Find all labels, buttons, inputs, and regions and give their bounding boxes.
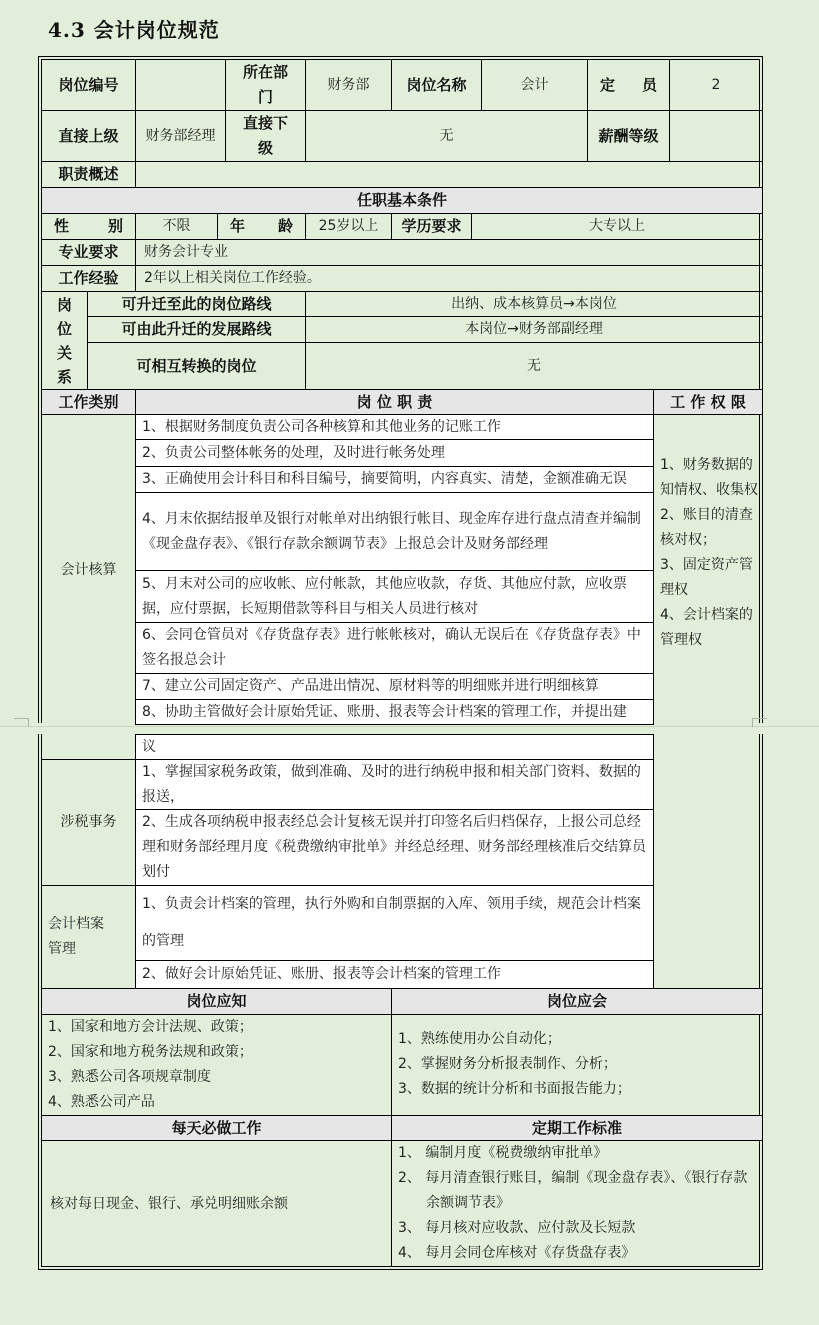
duty-item: 1、负责会计档案的管理，执行外购和自制票据的入库、领用手续，规范会计档案的管理	[136, 886, 654, 961]
job-spec-table-page2	[38, 734, 763, 1270]
job-spec-table-page1	[38, 56, 763, 723]
relation-next-value: 本岗位→财务部副经理	[306, 317, 762, 343]
requirements-section-title: 任职基本条件	[42, 188, 762, 214]
major-label: 专业要求	[42, 240, 136, 266]
knowledge-item: 4、熟悉公司产品	[48, 1094, 155, 1110]
duty-item: 2、生成各项纳税申报表经总会计复核无误并打印签名后归档保存，上报公司总经理和财务部经理月度《税费缴纳审批单》并经总经理、财务部经理核准后交结算员划付	[136, 810, 654, 886]
col-category-header: 工作类别	[42, 390, 136, 415]
post-no-value	[136, 60, 226, 111]
summary-label: 职责概述	[42, 162, 136, 188]
skill-item: 2、掌握财务分析报表制作、分析；	[398, 1056, 617, 1072]
post-name-value: 会计	[482, 60, 588, 111]
relations-label: 岗位关系	[42, 292, 88, 390]
duty-item: 3、正确使用会计科目和科目编号，摘要简明，内容真实、清楚，金额准确无误	[136, 467, 654, 493]
gender-value: 不限	[136, 214, 218, 240]
relation-lateral-label: 可相互转换的岗位	[88, 343, 306, 390]
duty-item: 2、负责公司整体帐务的处理，及时进行帐务处理	[136, 440, 654, 467]
skills-list	[392, 1015, 762, 1116]
category-archive: 会计档案管理	[42, 886, 136, 989]
salary-value	[670, 111, 762, 162]
duty-item: 8、协助主管做好会计原始凭证、账册、报表等会计档案的管理工作，并提出建	[136, 700, 654, 725]
periodic-list	[392, 1141, 762, 1267]
relation-up-value: 出纳、成本核算员→本岗位	[306, 292, 762, 317]
age-label: 年 龄	[218, 214, 306, 240]
age-value: 25岁以上	[306, 214, 392, 240]
periodic-item: 1、 编制月度《税费缴纳审批单》	[398, 1145, 608, 1161]
skill-item: 1、熟练使用办公自动化；	[398, 1031, 561, 1047]
subordinate-label: 直接下级	[226, 111, 306, 162]
page-title: 4.3 会计岗位规范	[48, 18, 220, 42]
knowledge-list	[42, 1015, 392, 1116]
authority-text: 1、财务数据的知情权、收集权 2、账目的清查核对权； 3、固定资产管理权 4、会计档案的管理权	[660, 457, 758, 648]
knowledge-item: 2、国家和地方税务法规和政策；	[48, 1044, 253, 1060]
knowledge-item: 1、国家和地方会计法规、政策；	[48, 1019, 253, 1035]
duty-item: 4、月末依据结报单及银行对帐单对出纳银行帐目、现金库存进行盘点清查并编制《现金盘存表》、《银行存款余额调节表》上报总会计及财务部经理	[136, 493, 654, 571]
page-break-line	[0, 726, 819, 727]
education-value: 大专以上	[472, 214, 762, 240]
duty-item: 1、根据财务制度负责公司各种核算和其他业务的记账工作	[136, 415, 654, 440]
summary-value	[136, 162, 762, 188]
skill-item: 3、数据的统计分析和书面报告能力；	[398, 1081, 631, 1097]
relation-next-label: 可由此升迁的发展路线	[88, 317, 306, 343]
duty-item: 2、做好会计原始凭证、账册、报表等会计档案的管理工作	[136, 961, 654, 989]
headcount-label: 定 员	[588, 60, 670, 111]
post-name-label: 岗位名称	[392, 60, 482, 111]
daily-content: 核对每日现金、银行、承兑明细账余额	[42, 1141, 392, 1267]
experience-value: 2年以上相关岗位工作经验。	[136, 266, 762, 292]
duty-item-continuation: 议	[136, 734, 654, 760]
headcount-value: 2	[670, 60, 762, 111]
dept-value: 财务部	[306, 60, 392, 111]
relation-lateral-value: 无	[306, 343, 762, 390]
authority-cont	[654, 734, 762, 989]
gender-label: 性 别	[42, 214, 136, 240]
knowledge-item: 3、熟悉公司各项规章制度	[48, 1069, 211, 1085]
periodic-title: 定期工作标准	[392, 1116, 762, 1141]
crop-mark	[752, 718, 767, 727]
category-accounting-cont	[42, 734, 136, 760]
category-accounting: 会计核算	[42, 415, 136, 725]
periodic-item: 2、 每月清查银行账目，编制《现金盘存表》、《银行存款余额调节表》	[398, 1170, 748, 1211]
major-value: 财务会计专业	[136, 240, 762, 266]
knowledge-title: 岗位应知	[42, 989, 392, 1015]
duty-item: 5、月末对公司的应收帐、应付帐款，其他应收款，存货、其他应付款，应收票据，应付票据，长短期借款等科目与相关人员进行核对	[136, 571, 654, 623]
education-label: 学历要求	[392, 214, 472, 240]
duty-item: 6、会同仓管员对《存货盘存表》进行帐帐核对，确认无误后在《存货盘存表》中签名报总会计	[136, 623, 654, 674]
relation-up-label: 可升迁至此的岗位路线	[88, 292, 306, 317]
salary-label: 薪酬等级	[588, 111, 670, 162]
duty-item: 7、建立公司固定资产、产品进出情况、原材料等的明细账并进行明细核算	[136, 674, 654, 700]
dept-label: 所在部门	[226, 60, 306, 111]
crop-mark	[14, 718, 29, 727]
category-tax: 涉税事务	[42, 760, 136, 886]
post-no-label: 岗位编号	[42, 60, 136, 111]
superior-value: 财务部经理	[136, 111, 226, 162]
periodic-item: 4、 每月会同仓库核对《存货盘存表》	[398, 1245, 636, 1261]
superior-label: 直接上级	[42, 111, 136, 162]
periodic-item: 3、 每月核对应收款、应付款及长短款	[398, 1220, 636, 1236]
experience-label: 工作经验	[42, 266, 136, 292]
subordinate-value: 无	[306, 111, 588, 162]
col-duties-header: 岗 位 职 责	[136, 390, 654, 415]
duty-item: 1、掌握国家税务政策，做到准确、及时的进行纳税申报和相关部门资料、数据的报送，	[136, 760, 654, 810]
skills-title: 岗位应会	[392, 989, 762, 1015]
daily-title: 每天必做工作	[42, 1116, 392, 1141]
col-authority-header: 工 作 权 限	[654, 390, 762, 415]
